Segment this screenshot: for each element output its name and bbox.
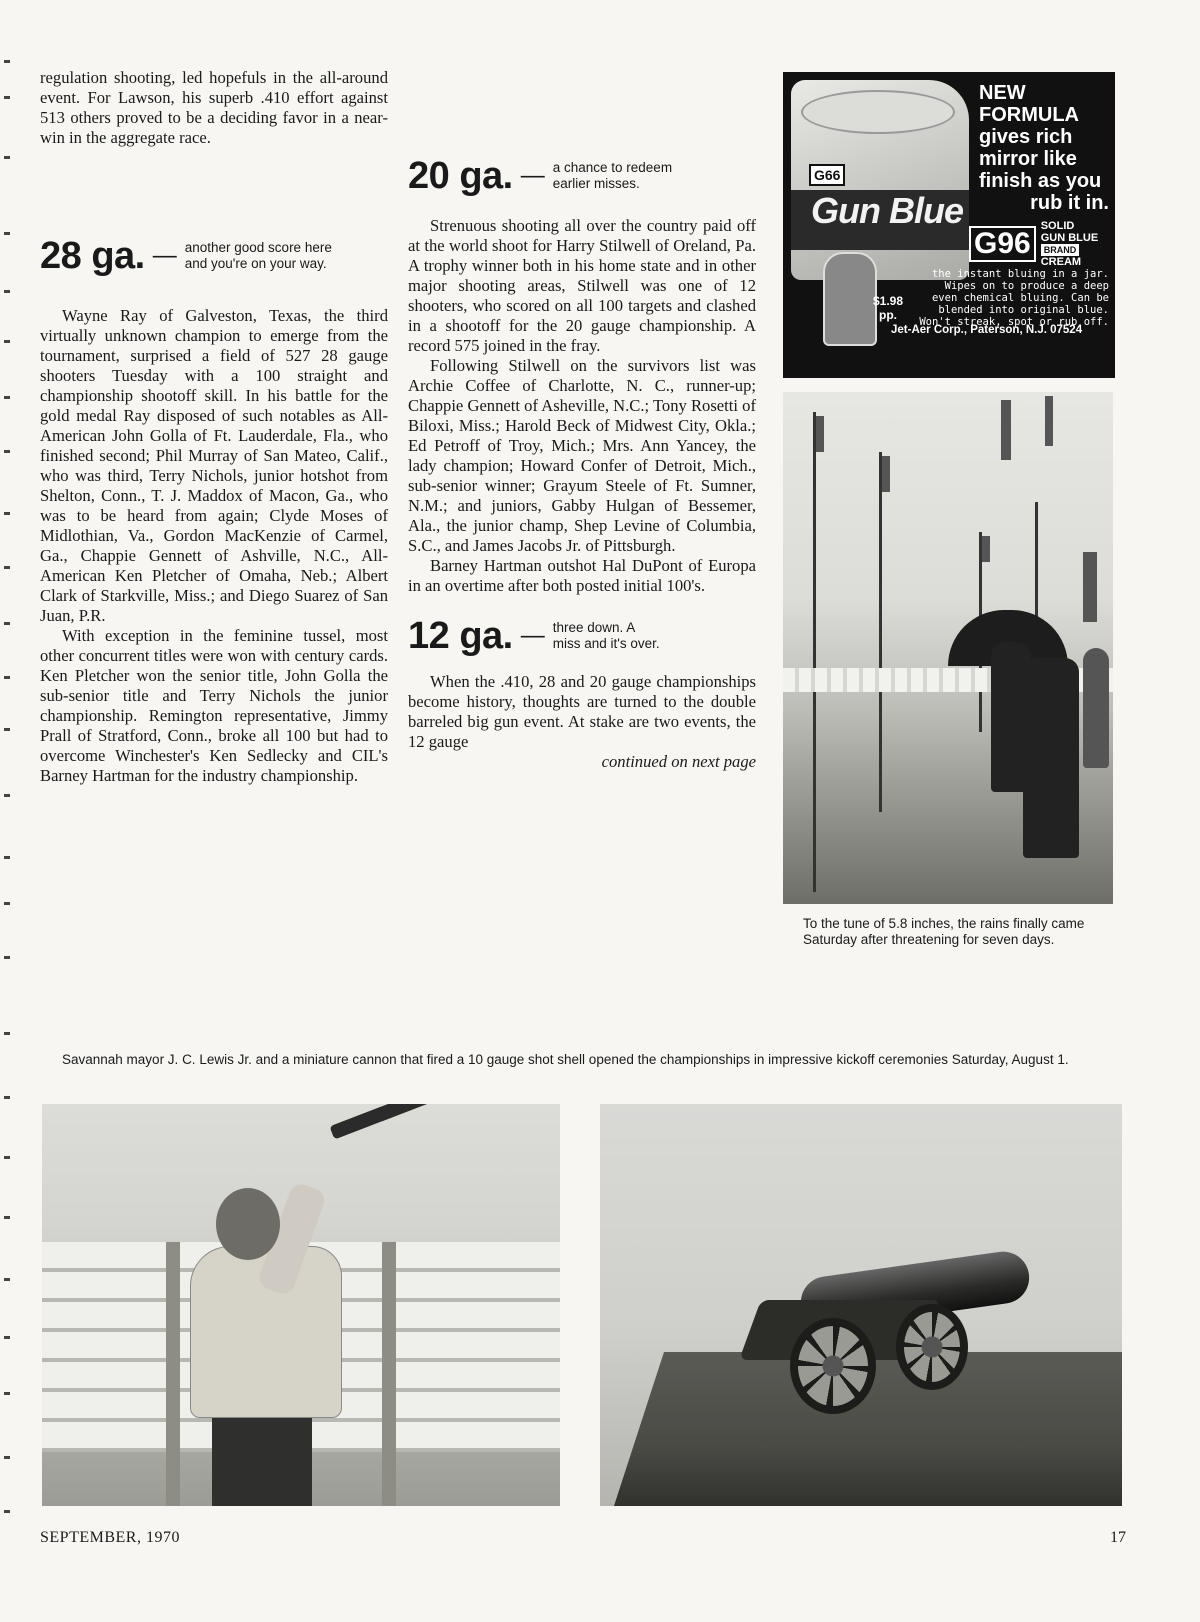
ad-price <box>873 294 903 322</box>
paragraph-28ga: Wayne Ray of Galveston, Texas, the third virtually unknown champion to emerge from the tournament, surprised a field of 527 28 gauge shooters Tuesday with a 100 straight and championship shootoff skill. In his battle for the gold medal Ray disposed of such notables as All-American John Golla of Ft. Lauderdale, Fla., who finished second; Phil Murray of San Mateo, Calif., who was third, Terry Nichols, junior hotshot from Shelton, Conn., T. J. Maddox of Macon, Ga., who was to be heard from again; Clyde Moses of Midlothian, Va., Gordon MacKenzie of Carmel, Ga., Chappie Gennett of Ashville, N.C., All-American Ken Pletcher of Omaha, Neb.; Albert Clark of Starkville, Miss.; and Diego Suarez of San Juan, P.R. <box>40 306 388 625</box>
gauge-heading: 12 ga. <box>408 615 513 657</box>
pennant <box>816 416 824 452</box>
flag-pole <box>813 412 816 892</box>
spectator <box>1083 648 1109 768</box>
mayor-head <box>216 1188 280 1260</box>
pennant <box>1083 552 1097 622</box>
desc-line: even chemical bluing. Can be <box>931 292 1109 304</box>
section-head-28ga <box>40 236 388 276</box>
product-jar-illustration <box>791 80 969 280</box>
section-head-12ga <box>408 616 756 656</box>
desc-line: blended into original blue. <box>938 304 1109 316</box>
heading-subtitle <box>553 620 660 652</box>
rain-photo <box>783 392 1113 904</box>
product-word: CREAM <box>1040 256 1082 268</box>
pennant <box>1045 396 1053 446</box>
headline-line: finish as you <box>979 170 1102 192</box>
subtitle-line: three down. A <box>552 620 636 635</box>
ad-address: Jet-Aer Corp., Paterson, N.J. 07524 <box>891 324 1083 336</box>
headline-line: FORMULA <box>979 104 1079 126</box>
desc-line: Won't streak, spot or rub off. <box>919 316 1109 328</box>
paragraph-allaround: regulation shooting, led hopefuls in the all-around event. For Lawson, his superb .410 effort against 513 others proved to be a deciding favor in a near-win in the aggregate race. <box>40 68 388 147</box>
price-postpaid: pp. <box>879 308 898 322</box>
rain-caption: To the tune of 5.8 inches, the rains finally came Saturday after threatening for seven days. <box>803 916 1085 947</box>
paragraph-hartman: Barney Hartman outshot Hal DuPont of Europa in an overtime after both posted initial 100's. <box>408 556 756 595</box>
paragraph-feminine: With exception in the feminine tussel, most other concurrent titles were won with century cards. Ken Pletcher won the senior title, John Golla the sub-senior title and Terry Nichols the junior championship. Remington representative, Jimmy Prall of Stratford, Conn., broke all 100 but had to overcome Winchester's Ken Sedlecky and CIL's Barney Hartman for the industry championship. <box>40 626 388 785</box>
heading-dash: — <box>520 622 545 649</box>
article-column-2 <box>408 68 756 772</box>
spectator <box>1023 658 1079 858</box>
section-head-20ga <box>408 156 756 196</box>
jar-logo: Gun Blue <box>811 190 963 231</box>
headline-line: mirror like <box>979 148 1077 170</box>
desc-line: Wipes on to produce a deep <box>944 280 1109 292</box>
cannon-wheel <box>896 1304 968 1390</box>
subtitle-line: a chance to redeem <box>552 160 673 175</box>
subtitle-line: miss and it's over. <box>552 636 660 651</box>
mayor-photo <box>42 1104 560 1506</box>
page-number: 17 <box>1110 1529 1126 1546</box>
flag-pole <box>879 452 882 812</box>
mayor-legs <box>212 1404 312 1506</box>
heading-subtitle <box>553 160 672 192</box>
opening-caption: Savannah mayor J. C. Lewis Jr. and a miniature cannon that fired a 10 gauge shot shell opened the championships in impressive kickoff ceremonies Saturday, August 1. <box>62 1052 1069 1067</box>
subtitle-line: and you're on your way. <box>184 256 327 271</box>
pennant <box>1001 400 1011 460</box>
ad-description <box>895 268 1109 328</box>
price-value: $1.98 <box>873 294 904 308</box>
paragraph-survivors: Following Stilwell on the survivors list was Archie Coffee of Charlotte, N. C., runner-up; Chappie Gennett of Asheville, N.C.; Tony Rosetti of Biloxi, Miss.; Harold Beck of Midwest City, Okla.; Ed Petroff of Troy, Mich.; Mrs. Ann Yancey, the lady champion; Howard Confer of Detroit, Mich., sub-senior winner; Grayum Steele of Ft. Sumner, N.M.; and juniors, Gabby Hulgan of Bessemer, Ala., the junior champ, Shep Levine of Columbia, S.C., and James Jacobs Jr. of Pittsburgh. <box>408 356 756 555</box>
cannon-wheel <box>790 1318 876 1414</box>
cannon-photo <box>600 1104 1122 1506</box>
jar-lid <box>801 90 955 134</box>
subtitle-line: another good score here <box>184 240 332 255</box>
product-word: SOLID <box>1040 220 1075 232</box>
heading-dash: — <box>152 242 177 269</box>
paragraph-12ga: When the .410, 28 and 20 gauge championships become history, thoughts are turned to the double barreled big gun event. At stake are two events, the 12 gauge <box>408 672 756 751</box>
fence-post <box>166 1242 180 1506</box>
continued-note: continued on next page <box>601 752 756 771</box>
headline-line: gives rich <box>979 126 1073 148</box>
brand-badge: BRAND <box>1041 244 1080 256</box>
heading-dash: — <box>520 162 545 189</box>
g96-product-name <box>1041 220 1115 268</box>
gun-blue-advertisement <box>783 72 1115 378</box>
g96-logo <box>969 220 1115 268</box>
fence-post <box>382 1242 396 1506</box>
pennant <box>882 456 890 492</box>
product-word: GUN BLUE <box>1040 232 1099 244</box>
ad-headline <box>979 82 1109 192</box>
gauge-heading: 20 ga. <box>408 155 513 197</box>
jar-tag: G66 <box>809 164 845 186</box>
paragraph-20ga: Strenuous shooting all over the country paid off at the world shoot for Harry Stilwell of Oreland, Pa. A trophy winner both in his home state and in other major shooting areas, Stilwell was one of 12 shooters, who scored on all 100 targets and clashed in a shootoff for the 20 gauge championship. A record 575 joined in the fray. <box>408 216 756 355</box>
gauge-heading: 28 ga. <box>40 235 145 277</box>
subtitle-line: earlier misses. <box>552 176 640 191</box>
headline-line: NEW <box>979 82 1026 104</box>
mascot-figure <box>823 252 877 346</box>
shotgun <box>329 1104 560 1140</box>
g96-mark: G96 <box>969 226 1036 262</box>
heading-subtitle <box>185 240 332 272</box>
article-column-1 <box>40 68 388 786</box>
issue-date: SEPTEMBER, 1970 <box>40 1529 180 1546</box>
ad-rub-line: rub it in. <box>1030 192 1109 214</box>
pennant <box>982 536 990 562</box>
margin-ticks <box>4 56 14 1526</box>
desc-line: the instant bluing in a jar. <box>931 268 1109 280</box>
